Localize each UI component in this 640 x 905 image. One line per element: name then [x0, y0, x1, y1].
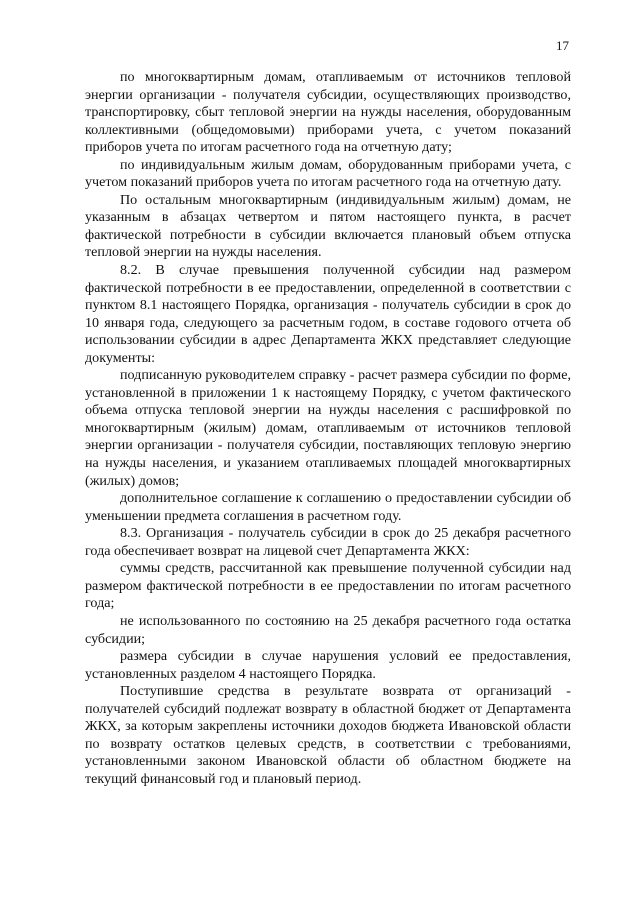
- paragraph-other-buildings: По остальным многоквартирным (индивидуальным жилым) домам, не указанным в абзацах четвертом и пятом настоящего пункта, в расчет фактической потребности в субсидии включается плановый объем отпуска тепловой энергии на нужды населения.: [85, 191, 571, 261]
- document-body: [85, 69, 571, 788]
- paragraph-unused-balance: не использованного по состоянию на 25 декабря расчетного года остатка субсидии;: [85, 612, 571, 647]
- paragraph-excess-sum: суммы средств, рассчитанной как превышение полученной субсидии над размером фактической потребности в ее предоставлении по итогам расчетного года;: [85, 560, 571, 612]
- paragraph-8-2: 8.2. В случае превышения полученной субсидии над размером фактической потребности в ее предоставлении, определенной в соответствии с пунктом 8.1 настоящего Порядка, организация - получатель субсидии в срок до 10 января года, следующего за расчетным годом, в составе годового отчета об использовании субсидии в адрес Департамента ЖКХ представляет следующие документы:: [85, 262, 571, 366]
- paragraph-apartment-buildings: по многоквартирным домам, отапливаемым от источников тепловой энергии организации - получателя субсидии, осуществляющих производство, транспортировку, сбыт тепловой энергии на нужды населения, оборудованным коллективными (общедомовыми) приборами учета, с учетом показаний приборов учета по итогам расчетного года на отчетную дату;: [85, 69, 571, 156]
- paragraph-signed-certificate: подписанную руководителем справку - расчет размера субсидии по форме, установленной в приложении 1 к настоящему Порядку, с учетом фактического объема отпуска тепловой энергии на нужды населения с расшифровкой по многоквартирным (жилым) домам, отапливаемым от источников тепловой энергии организации - получателя субсидии, поставляющих тепловую энергию на нужды населения, и указанием отапливаемых площадей многоквартирных (жилых) домов;: [85, 367, 571, 489]
- page-number: 17: [556, 38, 569, 53]
- paragraph-individual-houses: по индивидуальным жилым домам, оборудованным приборами учета, с учетом показаний приборов учета по итогам расчетного года на отчетную дату.: [85, 156, 571, 191]
- paragraph-returned-funds: Поступившие средства в результате возврата от организаций - получателей субсидий подлежат возврату в областной бюджет от Департамента ЖКХ, за которым закреплены источники доходов бюджета Ивановской области по возврату остатков целевых средств, в соответствии с требованиями, установленными законом Ивановской области об областном бюджете на текущий финансовый год и плановый период.: [85, 683, 571, 787]
- paragraph-violation-amount: размера субсидии в случае нарушения условий ее предоставления, установленных разделом 4 настоящего Порядка.: [85, 648, 571, 682]
- paragraph-8-3: 8.3. Организация - получатель субсидии в срок до 25 декабря расчетного года обеспечивает возврат на лицевой счет Департамента ЖКХ:: [85, 525, 571, 559]
- paragraph-supplementary-agreement: дополнительное соглашение к соглашению о предоставлении субсидии об уменьшении предмета соглашения в расчетном году.: [85, 490, 571, 524]
